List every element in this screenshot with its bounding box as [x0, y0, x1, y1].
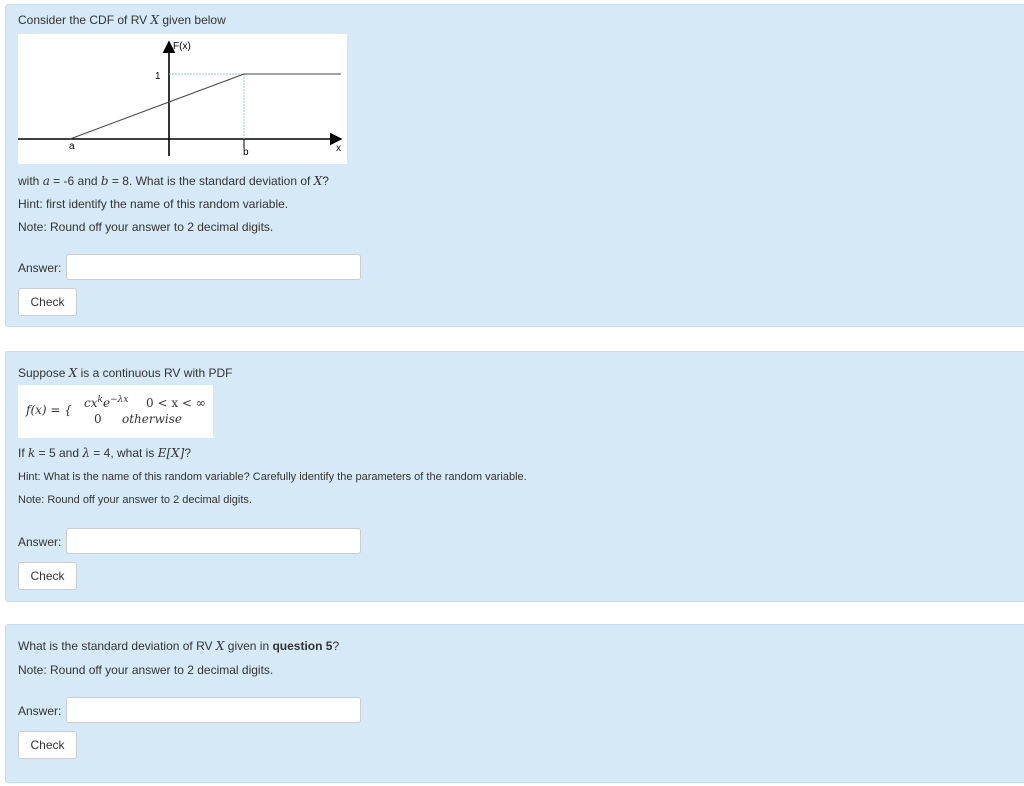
q2-answer-input[interactable] [66, 528, 361, 554]
q3-answer-input[interactable] [66, 697, 361, 723]
q1-intro: Consider the CDF of RV X given below [18, 13, 226, 27]
cdf-ramp [70, 74, 244, 139]
q2-answer-label: Answer: [18, 535, 62, 549]
cdf-graph [18, 34, 347, 164]
q1-answer-input[interactable] [66, 254, 361, 280]
question-1-panel [5, 4, 1024, 327]
pdf-case1-condition: 0 < x < ∞ [146, 396, 206, 410]
q2-question: If k = 5 and λ = 4, what is E[X]? [18, 446, 192, 460]
q1-hint: Hint: first identify the name of this random variable. [18, 197, 289, 211]
question-2-panel [5, 351, 1024, 602]
pdf-case2: 0 [94, 412, 102, 426]
q3-answer-label: Answer: [18, 704, 62, 718]
q1-answer-label: Answer: [18, 261, 62, 275]
q2-check-button[interactable]: Check [18, 562, 77, 590]
q1-check-button[interactable]: Check [18, 288, 77, 316]
q2-intro: Suppose X is a continuous RV with PDF [18, 366, 233, 380]
y-axis-label: F(x) [173, 41, 191, 52]
pdf-case2-condition: otherwise [122, 412, 182, 426]
q2-hint: Hint: What is the name of this random variable? Carefully identify the parameters of the random variable. [18, 471, 527, 483]
q2-note: Note: Round off your answer to 2 decimal digits. [18, 494, 252, 506]
q1-question: with a = -6 and b = 8. What is the standard deviation of X? [18, 174, 329, 188]
pdf-lhs: f(x) = { [26, 403, 72, 417]
one-label: 1 [155, 71, 161, 82]
q3-check-button[interactable]: Check [18, 731, 77, 759]
q3-note: Note: Round off your answer to 2 decimal digits. [18, 663, 274, 677]
pdf-formula [18, 385, 213, 438]
pdf-case1: $cx^ke^{-\lambda x}$ [84, 395, 129, 410]
x-axis-label: x [336, 143, 341, 154]
a-label: a [69, 141, 75, 152]
q3-question: What is the standard deviation of RV X given in question 5? [18, 639, 340, 653]
b-label: b [243, 147, 249, 158]
q1-note: Note: Round off your answer to 2 decimal digits. [18, 220, 274, 234]
question-3-panel [5, 624, 1024, 783]
cdf-graph-svg [18, 34, 347, 164]
